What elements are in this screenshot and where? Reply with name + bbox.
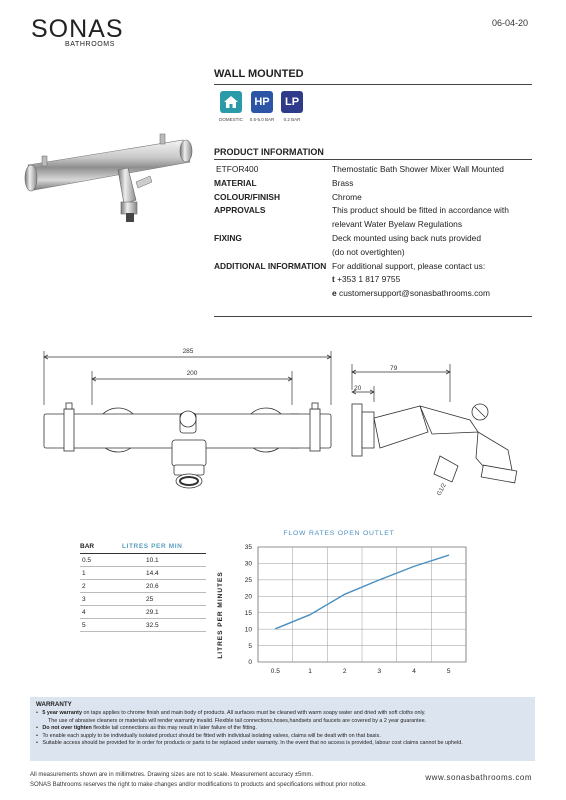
warranty-item-2: • Do not over tighten flexible tail connections as this may result in later failure of the fitting.: [36, 725, 257, 731]
cell-litres: 20.6: [146, 582, 159, 590]
warranty-item-2-bold: Do not over tighten: [42, 725, 92, 731]
product-info-heading: PRODUCT INFORMATION: [214, 147, 324, 157]
table-row: [80, 606, 206, 619]
chart-y-label: LITRES PER MINUTES: [217, 571, 224, 659]
col-bar: BAR: [80, 543, 95, 550]
warranty-box: [30, 697, 535, 761]
col-litres: LITRES PER MIN: [122, 543, 183, 550]
x-tick-label: 1: [308, 668, 312, 675]
warranty-item-1: • 5 year warranty on taps applies to chrome finish and main body of products. All surfaces must be cleaned with warm soapy water and dried with soft cloths only.: [36, 710, 426, 716]
cell-bar: 2: [82, 582, 86, 590]
y-tick-label: 10: [244, 626, 252, 634]
y-tick-label: 5: [248, 642, 252, 650]
table-header: [80, 543, 206, 554]
fixing-value-2: (do not overtighten): [332, 246, 405, 257]
cell-litres: 32.5: [146, 621, 159, 629]
data-point: [413, 566, 414, 567]
warranty-item-2-text: flexible tail connections as this may result in later failure of the fitting.: [91, 725, 257, 731]
cell-bar: 0.5: [82, 556, 92, 564]
table-row: [80, 619, 206, 632]
table-row: [80, 554, 206, 567]
warranty-item-1b: The use of abrasive cleaners or materials will render warranty invalid. Flexible tail connections,hoses,handsets and faucets are covered by a 2 year guarantee.: [48, 717, 427, 724]
dim-wall-offset: 20: [354, 385, 362, 392]
email-line: [332, 287, 532, 301]
high-pressure-badge: HP: [251, 91, 273, 113]
additional-label: ADDITIONAL INFORMATION: [214, 260, 327, 271]
table-row: [80, 567, 206, 580]
y-tick-label: 35: [244, 544, 252, 552]
email-prefix: e: [332, 288, 337, 299]
cell-bar: 4: [82, 608, 86, 616]
x-tick-label: 3: [377, 668, 382, 675]
warranty-item-1-text: on taps applies to chrome finish and main body of products. All surfaces must be cleaned with warm soapy water and dried with soft cloths only.: [81, 710, 426, 716]
chart-title: FLOW RATES OPEN OUTLET: [283, 530, 395, 537]
chart-grid: [258, 547, 466, 662]
x-tick-label: 2: [342, 668, 347, 675]
dim-thread: G1/2: [436, 482, 448, 497]
warranty-title: WARRANTY: [36, 701, 72, 708]
y-tick-label: 0: [248, 659, 252, 667]
footer-measurements-note: All measurements shown are in millimetres. Drawing sizes are not to scale. Measurement accuracy ±5mm.: [30, 772, 314, 778]
info-row-material: [214, 177, 532, 191]
data-point: [344, 594, 345, 595]
info-divider-top: [214, 159, 532, 160]
cell-litres: 14.4: [146, 569, 159, 577]
approvals-value-2: relevant Water Byelaw Regulations: [332, 219, 463, 230]
badge-caption-lp: 0.2 BAR: [283, 117, 301, 122]
cell-litres: 10.1: [146, 556, 159, 564]
footer-rights-note: SONAS Bathrooms reserves the right to make changes and/or modifications to products and specifications without prior notice.: [30, 782, 367, 788]
email-address[interactable]: customersupport@sonasbathrooms.com: [339, 288, 490, 299]
finish-value: Chrome: [332, 191, 362, 202]
product-image: [18, 120, 198, 235]
dim-overall-width: 285: [182, 348, 194, 355]
warranty-item-4-text: Suitable access should be provided for in order for products or parts to be replaced under warranty. In the event that no access is provided, labour cost claims cannot be upheld.: [42, 740, 463, 747]
fixing-value-1: Deck mounted using back nuts provided: [332, 232, 481, 243]
low-pressure-badge: LP: [281, 91, 303, 113]
info-row-code: [214, 163, 532, 177]
y-tick-label: 30: [244, 560, 252, 568]
material-value: Brass: [332, 177, 354, 188]
warranty-item-3: • To enable each supply to be individually isolated product should be fitted with individual isolating valves, claims will be dealt with on that basis.: [36, 732, 381, 739]
product-description: Themostatic Bath Shower Mixer Wall Mounted: [332, 164, 504, 174]
table-row: [80, 580, 206, 593]
warranty-item-3-text: To enable each supply to be individually isolated product should be fitted with individual isolating valves, claims will be dealt with on that basis.: [42, 732, 381, 739]
approvals-label: APPROVALS: [214, 205, 266, 216]
y-tick-label: 20: [244, 593, 252, 601]
x-tick-label: 0.5: [270, 668, 280, 675]
info-row-additional: [214, 260, 532, 301]
badge-caption-domestic: DOMESTIC: [219, 117, 243, 122]
info-row-approvals: [214, 204, 532, 232]
cell-litres: 29.1: [146, 608, 159, 616]
phone-number[interactable]: +353 1 817 9755: [337, 274, 401, 285]
cell-bar: 5: [82, 621, 86, 629]
brand-logo: [31, 16, 124, 48]
x-tick-label: 5: [446, 668, 451, 675]
approvals-value-1: This product should be fitted in accordance with: [332, 205, 509, 216]
info-divider-bottom: [214, 316, 532, 317]
chart-y-ticks: [245, 544, 253, 666]
logo-subtitle: BATHROOMS: [65, 41, 115, 48]
product-info-table: [214, 163, 532, 301]
front-view-drawing: [40, 345, 340, 495]
cell-bar: 3: [82, 595, 86, 603]
product-title: WALL MOUNTED: [214, 68, 304, 80]
cell-bar: 1: [82, 569, 86, 577]
fixing-label: FIXING: [214, 232, 242, 243]
product-code: ETFOR400: [216, 164, 259, 174]
data-point: [275, 628, 276, 629]
document-date: 06-04-20: [491, 18, 528, 28]
badge-caption-hp: 0.5-5.0 BAR: [249, 117, 275, 122]
logo-wordmark: SONAS: [31, 15, 124, 43]
chart-x-ticks: [271, 668, 451, 675]
cell-litres: 25: [146, 595, 154, 603]
phone-prefix: t: [332, 274, 335, 285]
y-tick-label: 25: [244, 577, 252, 585]
title-divider: [214, 84, 532, 85]
flow-rate-table: [80, 543, 206, 632]
data-point: [448, 555, 449, 556]
website-link[interactable]: www.sonasbathrooms.com: [425, 773, 532, 782]
dim-depth: 79: [390, 365, 398, 372]
x-tick-label: 4: [412, 668, 416, 675]
phone-line: [332, 273, 532, 287]
warranty-item-1-bold: 5 year warranty: [42, 710, 82, 716]
info-row-fixing: [214, 232, 532, 260]
dim-centres: 200: [186, 370, 198, 377]
additional-value: For additional support, please contact us:: [332, 260, 486, 271]
y-tick-label: 15: [244, 609, 252, 617]
table-row: [80, 593, 206, 606]
side-view-drawing: [340, 362, 530, 512]
warranty-item-4: • Suitable access should be provided for in order for products or parts to be replaced under warranty. In the event that no access is provided, labour cost claims cannot be upheld.: [36, 740, 463, 747]
material-label: MATERIAL: [214, 177, 257, 188]
data-point: [309, 614, 310, 615]
finish-label: COLOUR/FINISH: [214, 191, 281, 202]
data-point: [379, 579, 380, 580]
info-row-finish: [214, 191, 532, 205]
domestic-house-icon: [220, 91, 242, 113]
flow-rate-chart: [210, 525, 510, 685]
